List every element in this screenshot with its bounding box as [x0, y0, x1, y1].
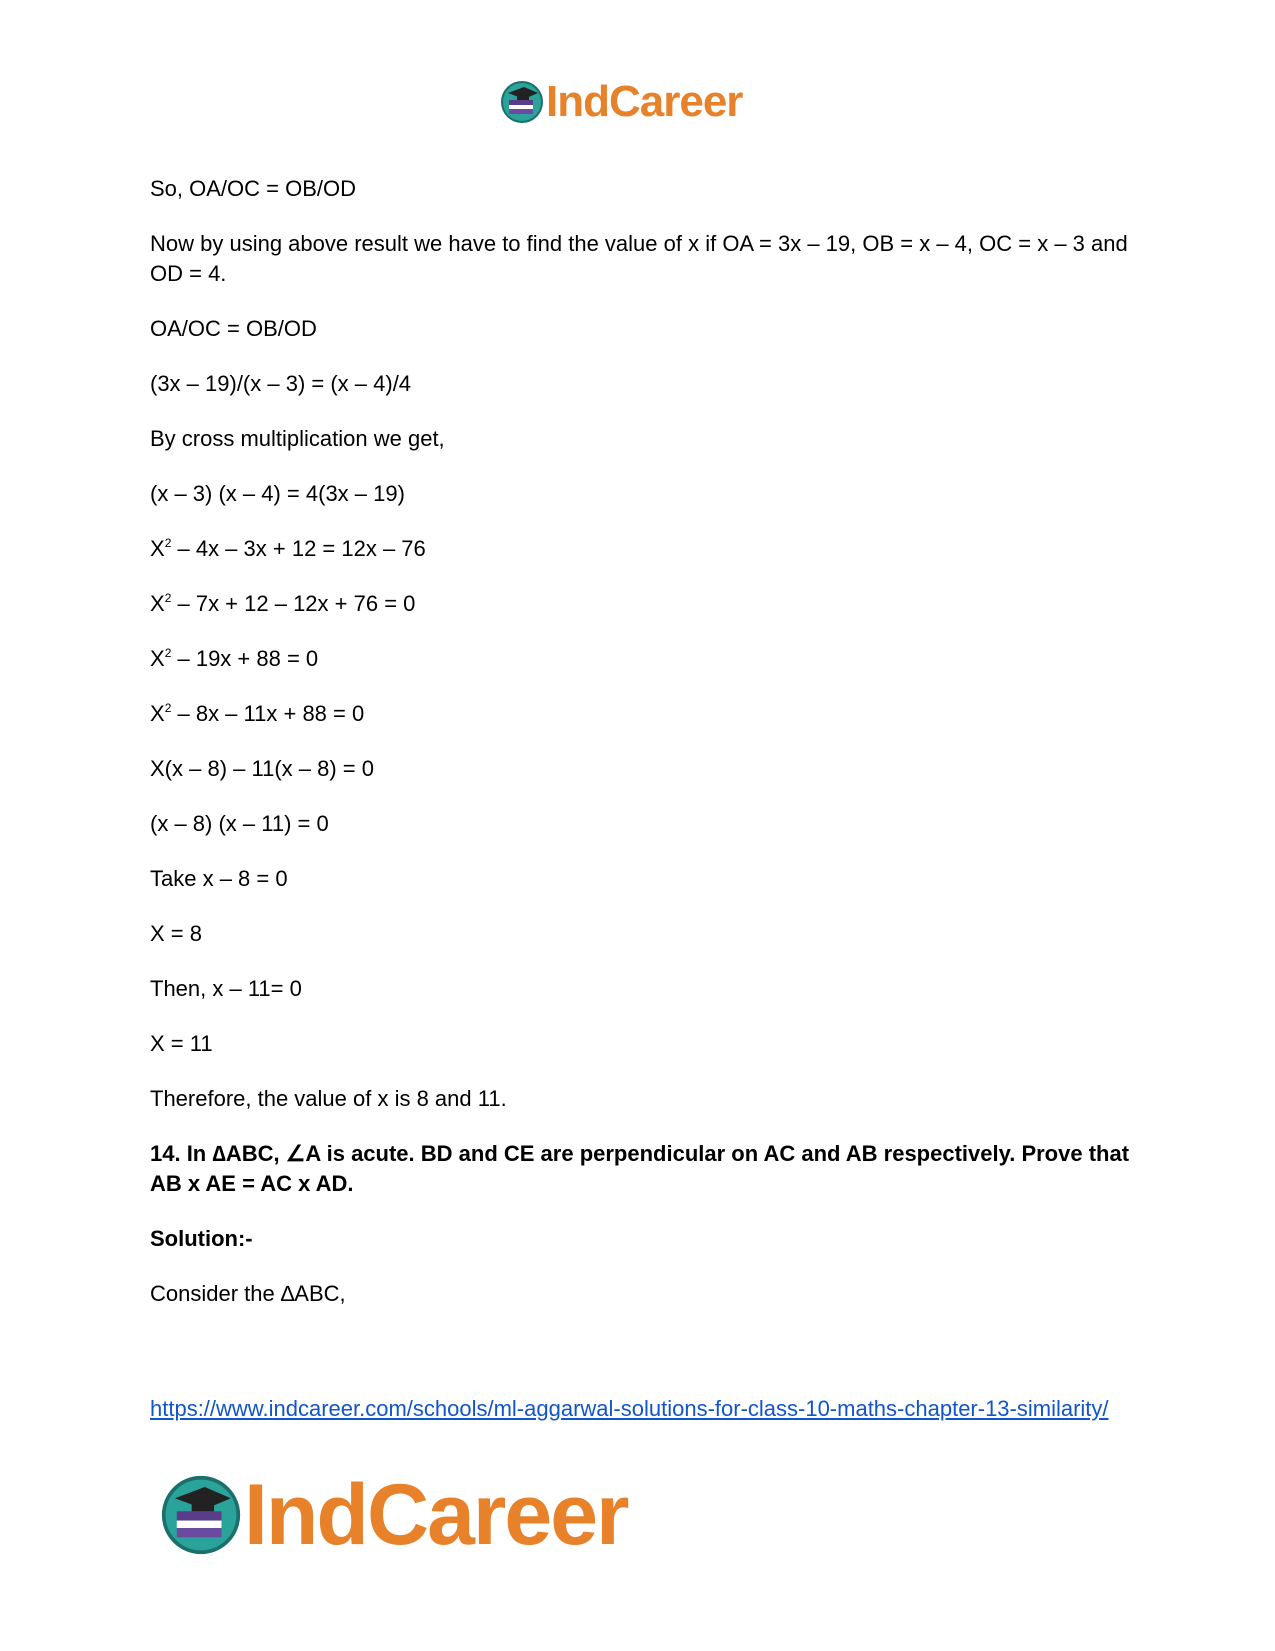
- solution-label: Solution:-: [150, 1226, 253, 1251]
- paragraph: Consider the ∆ABC,: [150, 1281, 346, 1306]
- paragraph: (x – 3) (x – 4) = 4(3x – 19): [150, 481, 405, 506]
- paragraph: By cross multiplication we get,: [150, 426, 445, 451]
- equation-line: $X^2 - 7x + 12 - 12x + 76 = 0$: [150, 591, 416, 616]
- paragraph: Then, x – 11= 0: [150, 976, 302, 1001]
- equation-line: $X^2 - 4x - 3x + 12 = 12x - 76$: [150, 536, 426, 561]
- paragraph: (x – 8) (x – 11) = 0: [150, 811, 329, 836]
- graduation-cap-book-icon: [500, 80, 544, 124]
- equation-line: $X^2 - 19x + 88 = 0$: [150, 646, 319, 671]
- question-heading: 14. In ∆ABC, ∠A is acute. BD and CE are perpendicular on AC and AB respectively. Prove that AB x AE = AC x AD.: [150, 1141, 1130, 1196]
- header-brand-text: IndCareer: [546, 77, 743, 126]
- document-body: [150, 174, 1130, 1334]
- footer-link-block: [150, 1394, 1130, 1424]
- paragraph: So, OA/OC = OB/OD: [150, 176, 357, 201]
- paragraph: X = 11: [150, 1031, 213, 1056]
- paragraph: X = 8: [150, 921, 202, 946]
- equation-line: $X^2 - 8x - 11x + 88 = 0$: [150, 701, 365, 726]
- conclusion: Therefore, the value of x is 8 and 11.: [150, 1086, 507, 1111]
- paragraph: Now by using above result we have to find the value of x if OA = 3x – 19, OB = x – 4, OC = x – 3 and OD = 4.: [150, 231, 1128, 286]
- paragraph: OA/OC = OB/OD: [150, 316, 317, 341]
- paragraph: (3x – 19)/(x – 3) = (x – 4)/4: [150, 371, 412, 396]
- source-link[interactable]: https://www.indcareer.com/schools/ml-aggarwal-solutions-for-class-10-maths-chapter-13-similarity/: [150, 1396, 1109, 1421]
- footer-logo: [160, 1466, 628, 1563]
- graduation-cap-book-icon: [160, 1474, 242, 1556]
- paragraph: Take x – 8 = 0: [150, 866, 288, 891]
- footer-brand-text: IndCareer: [244, 1466, 628, 1563]
- header-logo: [500, 76, 742, 128]
- paragraph: X(x – 8) – 11(x – 8) = 0: [150, 756, 374, 781]
